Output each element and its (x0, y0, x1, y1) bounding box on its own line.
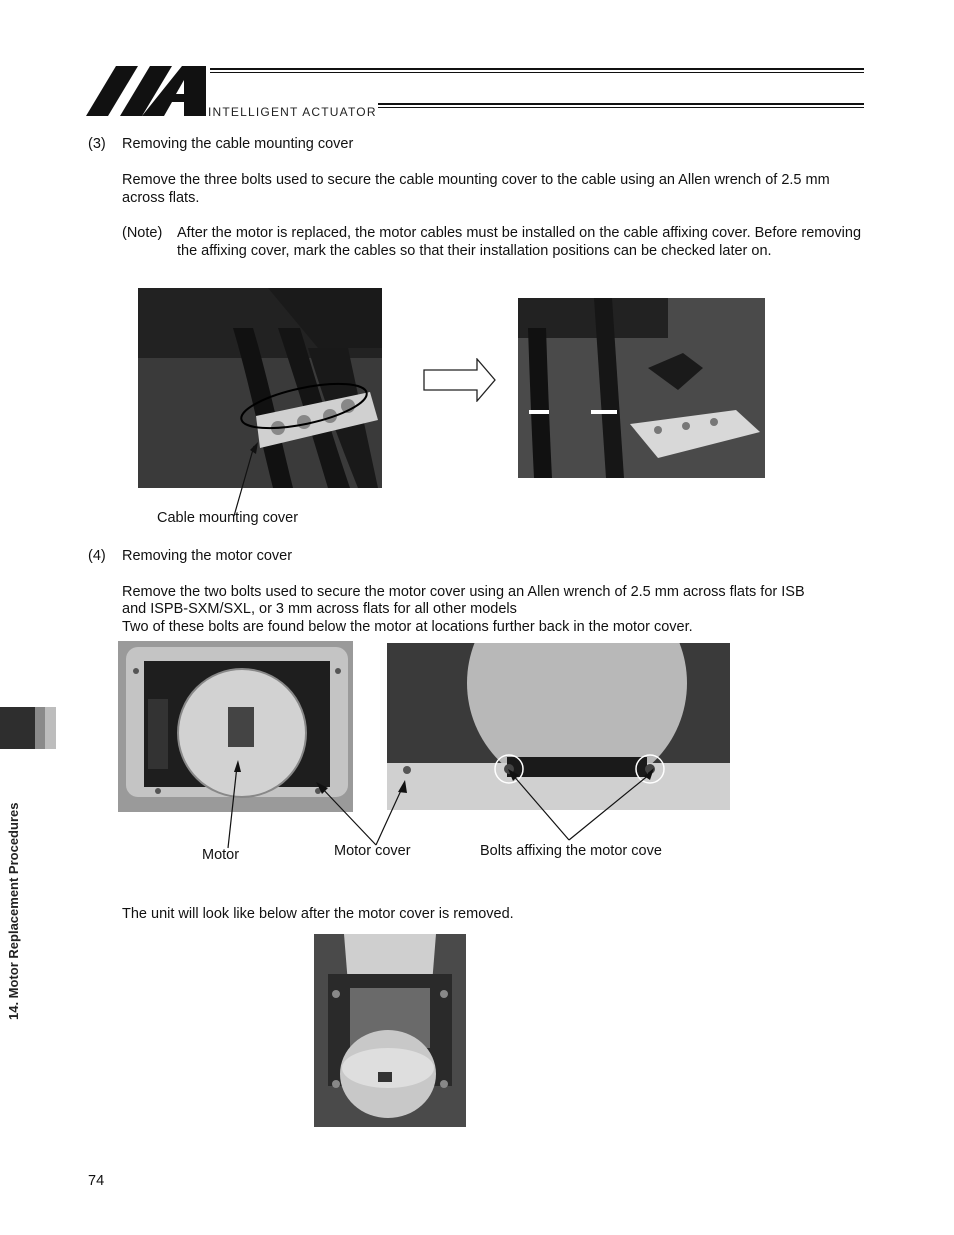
chapter-tab-mid (35, 707, 45, 749)
page-number: 74 (88, 1173, 105, 1189)
photo-unit-after-removal (314, 934, 466, 1127)
caption-motor: Motor (202, 847, 240, 863)
section4-body-line3: Two of these bolts are found below the motor at locations further back in the motor cover. (122, 619, 693, 635)
section3-number: (3) (88, 136, 106, 152)
chapter-tab-dark (0, 707, 35, 749)
section4-title: Removing the motor cover (122, 548, 293, 564)
section3-note-label: (Note) (122, 225, 163, 241)
section4-number: (4) (88, 548, 106, 564)
section4-body-line2: and ISPB-SXM/SXL, or 3 mm across flats for all other models (122, 601, 517, 617)
section4-body-line1: Remove the two bolts used to secure the motor cover using an Allen wrench of 2.5 mm across flats for ISB (122, 584, 805, 600)
after-removal-text: The unit will look like below after the motor cover is removed. (122, 906, 514, 922)
chapter-side-label: 14. Motor Replacement Procedures (6, 802, 21, 1020)
caption-motor-cover: Motor cover (334, 843, 411, 859)
section3-note-text: After the motor is replaced, the motor cables must be installed on the cable affixing cover. Before removing the affixing cover, mark the cables so that their installation positions can be checked later on. (177, 225, 862, 259)
caption-bolts-affixing: Bolts affixing the motor cove (480, 843, 662, 859)
chapter-tab-light (45, 707, 56, 749)
section3-body: Remove the three bolts used to secure the cable mounting cover to the cable using an Allen wrench of 2.5 mm across flats. (122, 172, 830, 206)
section3-title: Removing the cable mounting cover (122, 136, 354, 152)
brand-text: INTELLIGENT ACTUATOR (208, 105, 377, 119)
caption-cable-mounting-cover: Cable mounting cover (157, 510, 299, 526)
